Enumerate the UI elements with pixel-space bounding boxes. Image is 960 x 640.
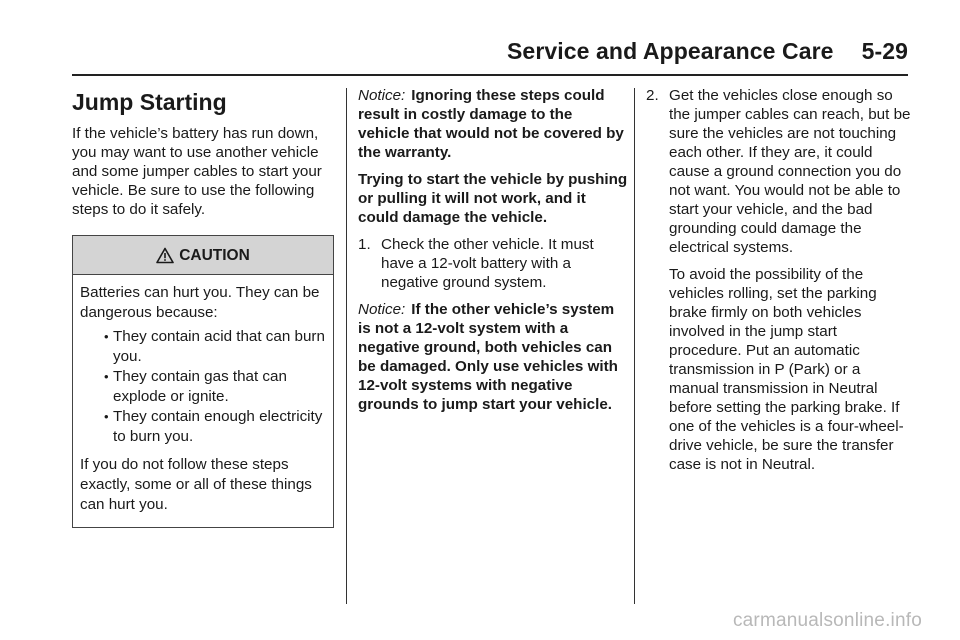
column-3 bbox=[646, 86, 912, 474]
list-item: • They contain enough electricity to burn you. bbox=[104, 408, 323, 445]
caution-lead: Batteries can hurt you. They can be dangerous because: bbox=[80, 284, 320, 321]
notice-label: Notice: bbox=[358, 301, 406, 318]
section-title: Service and Appearance Care bbox=[506, 38, 834, 64]
step-2 bbox=[646, 86, 912, 257]
step-text: Get the vehicles close enough so the jumper cables can reach, but be sure the vehicles are not touching each other. If they are, it could cause a ground connection you do not want. You would not be able to start your vehicle, and the bad grounding could damage the electrical systems. bbox=[669, 87, 911, 256]
step-number: 1. bbox=[358, 236, 371, 253]
column-divider-2 bbox=[634, 88, 635, 604]
caution-list bbox=[80, 327, 326, 447]
warning-paragraph: Trying to start the vehicle by pushing or pulling it will not work, and it could damage the vehicle. bbox=[358, 171, 628, 226]
caution-closing: If you do not follow these steps exactly, some or all of these things can hurt you. bbox=[80, 456, 312, 513]
step-text: Check the other vehicle. It must have a 12-volt battery with a negative ground system. bbox=[381, 236, 594, 291]
caution-box bbox=[72, 235, 334, 528]
list-item: • They contain gas that can explode or ignite. bbox=[104, 368, 287, 405]
page-header bbox=[507, 38, 908, 65]
caution-title: CAUTION bbox=[179, 246, 250, 264]
notice-paragraph: Notice: Ignoring these steps could result in costly damage to the vehicle that would not be covered by the warranty. bbox=[358, 87, 624, 161]
caution-header bbox=[73, 236, 333, 275]
column-2 bbox=[358, 86, 628, 422]
header-rule bbox=[72, 74, 908, 76]
column-divider-1 bbox=[346, 88, 347, 604]
step-1 bbox=[358, 235, 628, 292]
step-2-subparagraph: To avoid the possibility of the vehicles rolling, set the parking brake firmly on both vehicles involved in the jump start procedure. Put an automatic transmission in P (Park) or a manual transmission in Neutral before setting the parking brake. If one of the vehicles is a four-wheel-drive vehicle, be sure the transfer case is not in Neutral. bbox=[669, 266, 904, 473]
notice-label: Notice: bbox=[358, 87, 406, 104]
page-number: 5-29 bbox=[861, 38, 908, 64]
watermark: carmanualsonline.info bbox=[732, 610, 922, 631]
caution-body bbox=[73, 275, 333, 527]
warning-triangle-icon bbox=[156, 247, 174, 264]
list-item: • They contain acid that can burn you. bbox=[104, 328, 325, 365]
column-1 bbox=[72, 86, 334, 528]
step-number: 2. bbox=[646, 87, 659, 104]
section-heading: Jump Starting bbox=[72, 89, 227, 115]
notice-paragraph-2: Notice: If the other vehicle’s system is not a 12-volt system with a negative ground, both vehicles can be damaged. Only use vehicles with 12-volt systems with negative grounds to jump start your vehicle. bbox=[358, 301, 618, 413]
intro-paragraph: If the vehicle’s battery has run down, you may want to use another vehicle and some jumper cables to start your vehicle. Be sure to use the following steps to do it safely. bbox=[72, 125, 322, 218]
